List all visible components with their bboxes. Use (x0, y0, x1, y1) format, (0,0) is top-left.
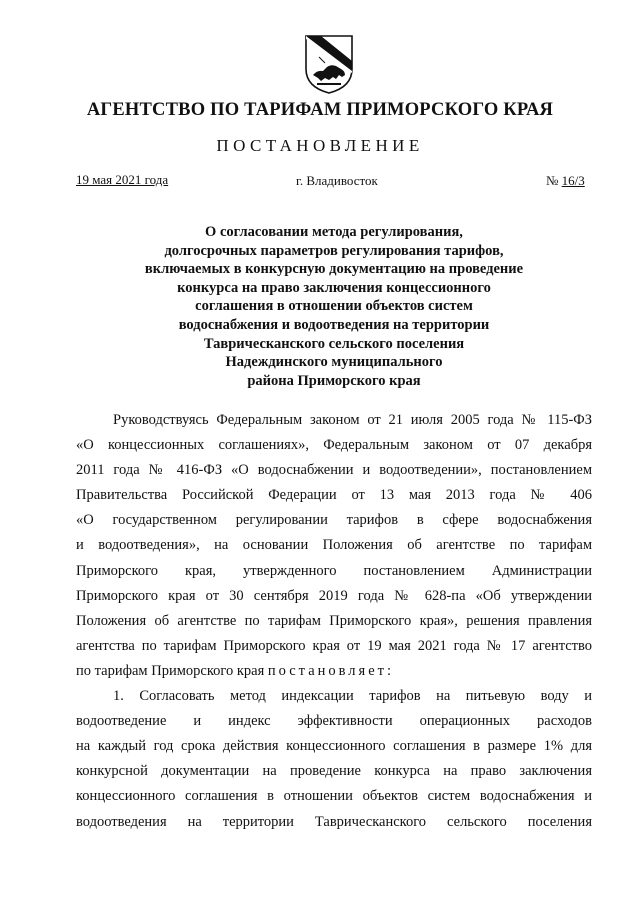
document-title (120, 223, 548, 390)
body-line: и водоотведения», на основании Положения об агентстве по тарифам (76, 537, 592, 554)
paragraph-item-1 (76, 684, 592, 835)
paragraph-preamble (76, 408, 592, 684)
document-body (76, 408, 592, 835)
body-line: Приморского края от 30 сентября 2019 года № 628-па «Об утверждении (76, 587, 592, 604)
body-line: на каждый год срока действия концессионного соглашения в размере 1% для (76, 738, 592, 755)
body-line: 1. Согласовать метод индексации тарифов на питьевую воду и (113, 688, 592, 705)
body-line: Приморского края, утвержденного постановлением Администрации (76, 562, 592, 579)
body-line: агентства по тарифам Приморского края от 19 мая 2021 года № 17 агентство (76, 637, 592, 654)
title-line: долгосрочных параметров регулирования тарифов, (164, 242, 504, 259)
body-line-last (76, 659, 592, 684)
number-prefix: № (546, 173, 562, 188)
body-text: по тарифам Приморского края (76, 662, 268, 679)
body-line: «О концессионных соглашениях», Федеральным законом от 07 декабря (76, 437, 592, 454)
body-line: «О государственном регулировании тарифов в сфере водоснабжения (76, 512, 592, 529)
resolves-word: постановляет: (267, 662, 395, 679)
number-value: 16/3 (561, 173, 585, 188)
body-line: концессионного соглашения в отношении объектов систем водоснабжения и (76, 788, 592, 805)
primorsky-krai-coat-of-arms (303, 33, 355, 95)
agency-name: АГЕНТСТВО ПО ТАРИФАМ ПРИМОРСКОГО КРАЯ (86, 100, 554, 120)
body-line: Положения об агентстве по тарифам Приморского края», решения правления (76, 612, 592, 629)
title-line: О согласовании метода регулирования, (205, 224, 463, 240)
title-line: соглашения в отношении объектов систем (195, 298, 473, 315)
title-line: конкурса на право заключения концессионного (177, 279, 491, 296)
title-line: района Приморского края (247, 372, 421, 389)
body-line: конкурсной документации на проведение конкурса на право заключения (76, 763, 592, 780)
title-line: водоснабжения и водоотведения на территории (178, 316, 490, 333)
document-date: 19 мая 2021 года (76, 172, 169, 187)
title-line: Надеждинского муниципального (225, 354, 443, 371)
body-line: 2011 года № 416-ФЗ «О водоснабжении и водоотведении», постановлением (76, 462, 592, 479)
document-type: ПОСТАНОВЛЕНИЕ (216, 136, 424, 155)
title-line: Таврическанского сельского поселения (203, 335, 465, 352)
body-line: водоотведения на территории Таврическанского сельского поселения (76, 813, 592, 830)
document-city: г. Владивосток (296, 173, 378, 188)
body-line: водоотведение и индекс эффективности операционных расходов (76, 713, 592, 730)
body-line: Правительства Российской Федерации от 13 мая 2013 года № 406 (76, 487, 592, 504)
title-line: включаемых в конкурсную документацию на проведение (144, 261, 524, 278)
document-number (546, 173, 585, 189)
body-line: Руководствуясь Федеральным законом от 21 июля 2005 года № 115-ФЗ (113, 412, 592, 428)
